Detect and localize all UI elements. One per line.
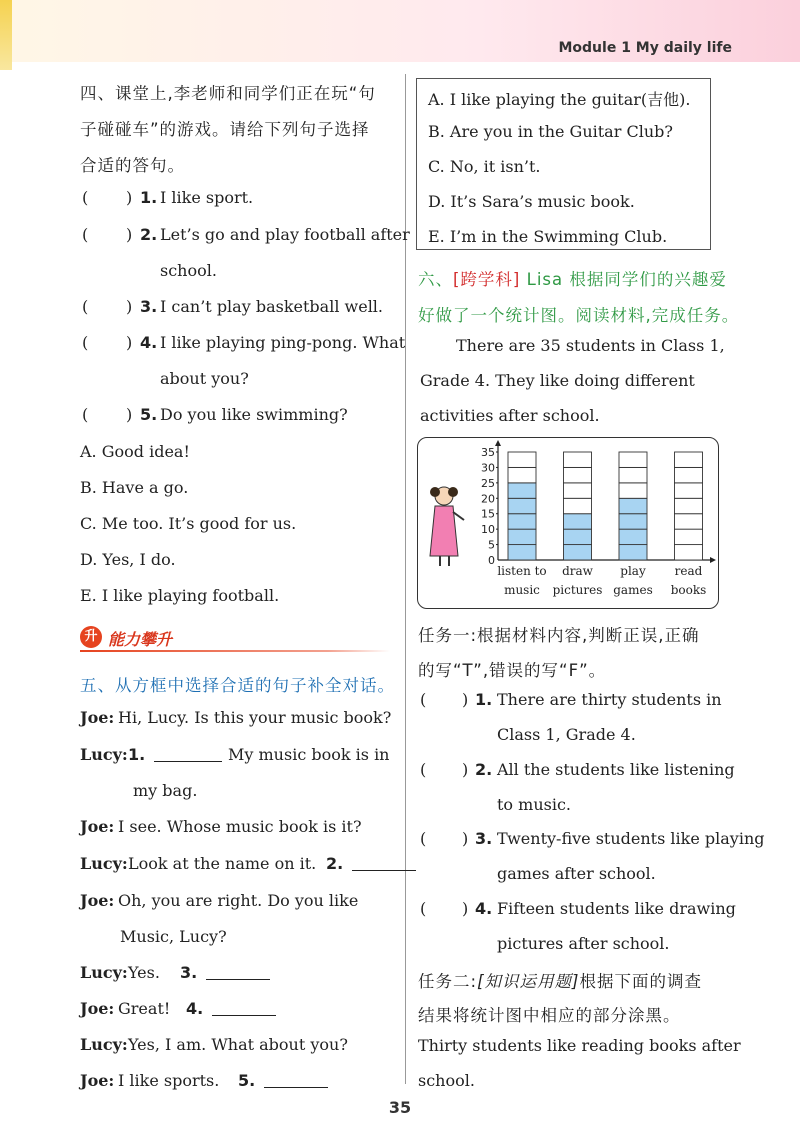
bar-empty-cell (619, 483, 647, 498)
answer-option: D. Yes, I do. (80, 550, 176, 569)
bar-empty-cell (564, 467, 592, 482)
bar-filled-cell (564, 545, 592, 560)
blank-number: 2. (326, 854, 344, 873)
answer-paren-open: ( (82, 405, 89, 424)
answer-paren-close: ) (462, 690, 469, 709)
task1-instruction: 的写“T”,错误的写“F”。 (418, 661, 607, 680)
answer-paren-open: ( (420, 760, 427, 779)
question-number: 4. (475, 899, 493, 918)
bar-filled-cell (508, 529, 536, 544)
section4-title-line: 子碰碰车”的游戏。请给下列句子选择 (80, 120, 370, 139)
speaker-name: Joe: (80, 817, 115, 836)
y-tick-label: 25 (481, 476, 495, 490)
section6-title-rest: Lisa 根据同学们的兴趣爱 (520, 270, 727, 289)
task2-prefix: 任务二: (418, 972, 478, 991)
answer-blank (154, 747, 222, 762)
dialogue-text: My music book is in (228, 745, 390, 764)
intro-text: activities after school. (420, 406, 600, 425)
box-option: C. No, it isn’t. (428, 157, 541, 176)
question-text: I can’t play basketball well. (160, 297, 384, 316)
answer-paren-open: ( (420, 899, 427, 918)
task2-english-text: Thirty students like reading books after (418, 1036, 741, 1055)
answer-paren-close: ) (126, 297, 133, 316)
speaker-name: Joe: (80, 891, 115, 910)
answer-blank (264, 1073, 328, 1088)
question-text: Let’s go and play football after (160, 225, 410, 244)
dialogue-text: Yes, I am. What about you? (128, 1035, 348, 1054)
speaker-name: Lucy: (80, 745, 128, 764)
x-category-label: pictures (552, 583, 603, 597)
blank-number: 1. (128, 745, 146, 764)
task2-english-text: school. (418, 1071, 475, 1090)
bar-filled-cell (508, 545, 536, 560)
answer-paren-open: ( (82, 297, 89, 316)
bar-chart (418, 438, 718, 608)
question-text: Do you like swimming? (160, 405, 348, 424)
question-number: 3. (475, 829, 493, 848)
answer-paren-open: ( (82, 333, 89, 352)
y-tick-label: 5 (488, 538, 495, 552)
question-text: school. (160, 261, 217, 280)
section4-title-line: 四、课堂上,李老师和同学们正在玩“句 (80, 84, 376, 103)
dialogue-text: I see. Whose music book is it? (118, 817, 362, 836)
task2-instruction-line1 (418, 968, 702, 992)
chart-box (417, 437, 719, 609)
bar-empty-cell (675, 452, 703, 467)
module-title: Module 1 My daily life (558, 40, 732, 56)
page-number: 35 (388, 1098, 412, 1117)
box-option: E. I’m in the Swimming Club. (428, 227, 668, 246)
bar-empty-cell (564, 498, 592, 513)
answer-paren-open: ( (420, 829, 427, 848)
question-number: 1. (140, 188, 158, 207)
y-tick-label: 35 (481, 446, 495, 459)
intro-text: Grade 4. They like doing different (420, 371, 695, 390)
girl-hair-bun-right (448, 487, 458, 497)
y-axis-arrow (495, 440, 501, 446)
answer-paren-close: ) (126, 188, 133, 207)
bar-empty-cell (619, 467, 647, 482)
y-tick-label: 15 (481, 507, 495, 521)
y-tick-label: 30 (481, 461, 495, 475)
section6-prefix: 六、 (418, 270, 453, 289)
bar-filled-cell (619, 529, 647, 544)
bar-empty-cell (564, 483, 592, 498)
question-number: 4. (140, 333, 158, 352)
task1-instruction: 任务一:根据材料内容,判断正误,正确 (418, 626, 700, 645)
question-text: I like sport. (160, 188, 254, 207)
speaker-name: Lucy: (80, 1035, 128, 1054)
answer-paren-close: ) (462, 760, 469, 779)
question-text: All the students like listening (497, 760, 735, 779)
speaker-name: Joe: (80, 1071, 115, 1090)
task2-instruction-line2: 结果将统计图中相应的部分涂黑。 (418, 1006, 681, 1025)
x-category-label: music (504, 583, 540, 597)
bar-empty-cell (675, 514, 703, 529)
section4-title-line: 合适的答句。 (80, 156, 185, 175)
bar-filled-cell (619, 498, 647, 513)
bar-filled-cell (564, 514, 592, 529)
x-category-label: games (613, 583, 653, 597)
answer-paren-close: ) (126, 225, 133, 244)
bar-filled-cell (564, 529, 592, 544)
answer-paren-close: ) (126, 333, 133, 352)
x-category-label: play (620, 564, 646, 578)
bar-filled-cell (508, 498, 536, 513)
x-category-label: books (670, 583, 707, 597)
question-number: 5. (140, 405, 158, 424)
y-tick-label: 10 (481, 523, 495, 537)
answer-blank (206, 965, 270, 980)
answer-paren-close: ) (126, 405, 133, 424)
bar-empty-cell (508, 452, 536, 467)
bar-empty-cell (619, 452, 647, 467)
x-axis-arrow (710, 557, 716, 563)
answer-paren-open: ( (82, 188, 89, 207)
question-text: Fifteen students like drawing (497, 899, 736, 918)
answer-paren-close: ) (462, 899, 469, 918)
speaker-name: Lucy: (80, 854, 128, 873)
answer-option: A. Good idea! (80, 442, 190, 461)
dialogue-text: Yes. (128, 963, 160, 982)
girl-hair-bun-left (430, 487, 440, 497)
section5-title: 五、从方框中选择合适的句子补全对话。 (80, 676, 395, 695)
question-text: about you? (160, 369, 249, 388)
cross-subject-tag: [跨学科] (453, 270, 521, 289)
left-color-tab (0, 0, 12, 70)
dialogue-text: Great! (118, 999, 171, 1018)
dialogue-text: Hi, Lucy. Is this your music book? (118, 708, 392, 727)
bar-filled-cell (508, 483, 536, 498)
answer-paren-open: ( (420, 690, 427, 709)
bar-filled-cell (619, 514, 647, 529)
x-category-label: read (674, 564, 703, 578)
skill-label: 能力攀升 (108, 630, 173, 649)
dialogue-text: I like sports. (118, 1071, 220, 1090)
question-number: 3. (140, 297, 158, 316)
x-category-label: listen to (497, 564, 547, 578)
blank-number: 5. (238, 1071, 256, 1090)
bar-empty-cell (675, 545, 703, 560)
box-option: B. Are you in the Guitar Club? (428, 122, 673, 141)
answer-paren-open: ( (82, 225, 89, 244)
answer-blank (352, 856, 416, 871)
answer-option: C. Me too. It’s good for us. (80, 514, 297, 533)
question-text: I like playing ping-pong. What (160, 333, 406, 352)
answer-paren-close: ) (462, 829, 469, 848)
task2-rest: 根据下面的调查 (579, 972, 702, 991)
dialogue-text: my bag. (133, 781, 198, 800)
box-option: D. It’s Sara’s music book. (428, 192, 635, 211)
question-text: pictures after school. (497, 934, 670, 953)
y-tick-label: 0 (488, 554, 495, 567)
bar-empty-cell (508, 467, 536, 482)
bar-empty-cell (675, 529, 703, 544)
skill-banner (80, 624, 390, 652)
box-option: A. I like playing the guitar(吉他). (428, 90, 691, 109)
question-text: Class 1, Grade 4. (497, 725, 636, 744)
bar-filled-cell (619, 545, 647, 560)
knowledge-tag: [知识运用题] (477, 972, 580, 991)
blank-number: 3. (180, 963, 198, 982)
question-text: Twenty-five students like playing (497, 829, 765, 848)
bar-empty-cell (675, 467, 703, 482)
bar-filled-cell (508, 514, 536, 529)
dialogue-text: Music, Lucy? (120, 927, 227, 946)
intro-text: There are 35 students in Class 1, (456, 336, 725, 355)
answer-option: B. Have a go. (80, 478, 189, 497)
answer-blank (212, 1001, 276, 1016)
answer-option: E. I like playing football. (80, 586, 280, 605)
speaker-name: Joe: (80, 999, 115, 1018)
y-tick-label: 20 (481, 492, 495, 506)
question-number: 1. (475, 690, 493, 709)
question-number: 2. (140, 225, 158, 244)
section6-title-line2: 好做了一个统计图。阅读材料,完成任务。 (418, 306, 740, 325)
skill-underline (80, 650, 390, 652)
dialogue-text: Look at the name on it. (128, 854, 317, 873)
speaker-name: Joe: (80, 708, 115, 727)
question-text: games after school. (497, 864, 656, 883)
question-text: There are thirty students in (497, 690, 722, 709)
bar-empty-cell (675, 498, 703, 513)
question-text: to music. (497, 795, 571, 814)
bar-empty-cell (564, 452, 592, 467)
dialogue-text: Oh, you are right. Do you like (118, 891, 359, 910)
question-number: 2. (475, 760, 493, 779)
section6-title-line1 (418, 266, 727, 290)
bar-empty-cell (675, 483, 703, 498)
x-category-label: draw (562, 564, 593, 578)
blank-number: 4. (186, 999, 204, 1018)
speaker-name: Lucy: (80, 963, 128, 982)
skill-icon: 升 (80, 626, 102, 648)
